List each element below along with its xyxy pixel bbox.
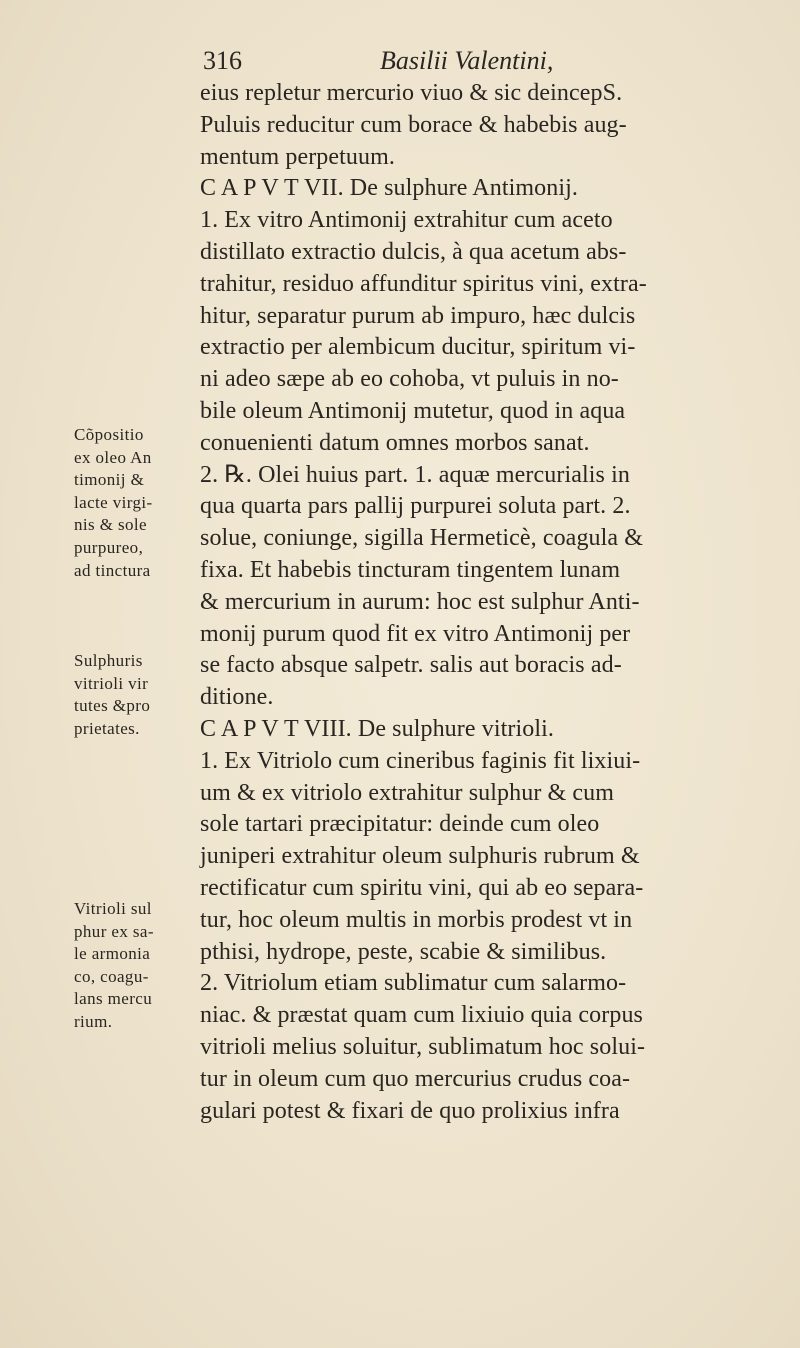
text-line: conuenienti datum omnes morbos sanat. [200,429,590,456]
text-line: sole tartari præcipitatur: deinde cum oleo [200,811,600,838]
text-line: eius repletur mercurio viuo & sic deincepS. [200,80,623,106]
marginal-note-line: vitrioli vir [74,673,149,693]
marginal-note-line: purpureo, [74,537,144,557]
text-line: um & ex vitriolo extrahitur sulphur & cum [200,779,615,806]
main-text-block [200,78,760,1127]
text-line: ni adeo sæpe ab eo cohoba, vt puluis in no- [200,366,619,393]
marginal-note-line: ex oleo An [74,447,152,467]
marginal-note-line: le armonia [74,944,151,964]
text-line: pthisi, hydrope, peste, scabie & similibus. [200,938,607,965]
text-line: Puluis reducitur cum borace & habebis aug- [200,111,627,138]
text-line: monij purum quod fit ex vitro Antimonij per [200,620,631,647]
text-line: bile oleum Antimonij mutetur, quod in aqua [200,397,626,424]
text-line: se facto absque salpetr. salis aut boracis ad- [200,652,622,679]
text-line: & mercurium in aurum: hoc est sulphur Anti- [200,588,640,615]
text-line: qua quarta pars pallij purpurei soluta part. 2. [200,493,631,520]
text-line: distillato extractio dulcis, à qua acetum abs- [200,238,627,265]
text-line: juniperi extrahitur oleum sulphuris rubrum & [200,843,640,870]
text-line: vitrioli melius soluitur, sublimatum hoc solui- [200,1033,646,1060]
text-line: gulari potest & fixari de quo prolixius infra [200,1097,620,1124]
marginal-note-line: timonij & [74,470,145,490]
text-line: 1. Ex vitro Antimonij extrahitur cum aceto [200,207,613,234]
text-line: C A P V T VIII. De sulphure vitrioli. [200,715,554,742]
marginal-note-line: tutes &pro [74,696,151,716]
text-line: 2. Vitriolum etiam sublimatur cum salarmo- [200,970,627,997]
marginal-note-line: nis & sole [74,515,147,535]
marginal-note-line: rium. [74,1011,113,1031]
marginal-note-line: co, coagu- [74,966,149,986]
page-number: 316 [203,46,242,75]
marginal-note [74,898,199,1034]
marginal-note-line: Sulphuris [74,651,143,670]
text-line: tur in oleum cum quo mercurius crudus coa- [200,1065,631,1092]
marginal-note [74,424,199,582]
marginal-note-line: Vitrioli sul [74,899,152,918]
text-line: hitur, separatur purum ab impuro, hæc dulcis [200,302,636,329]
text-line: ditione. [200,684,274,711]
text-line: trahitur, residuo affunditur spiritus vini, extra- [200,270,647,297]
text-line: fixa. Et habebis tincturam tingentem lunam [200,556,621,583]
marginal-note-line: lans mercu [74,989,153,1009]
text-line: mentum perpetuum. [200,143,395,170]
marginal-note-line: prietates. [74,718,140,738]
text-line: C A P V T VII. De sulphure Antimonij. [200,175,578,202]
text-line: tur, hoc oleum multis in morbis prodest vt in [200,906,633,933]
text-line: extractio per alembicum ducitur, spiritum vi- [200,334,636,361]
marginal-note-line: ad tinctura [74,560,151,580]
text-line: 2. ℞. Olei huius part. 1. aquæ mercurialis in [200,461,630,488]
text-line: rectificatur cum spiritu vini, qui ab eo separa- [200,874,644,901]
text-line: niac. & præstat quam cum lixiuio quia corpus [200,1002,643,1029]
marginal-note-line: lacte virgi- [74,492,153,512]
running-head: Basilii Valentini, [380,46,554,75]
marginal-note-line: Cõpositio [74,425,144,444]
marginal-note [74,650,199,740]
text-line: solue, coniunge, sigilla Hermeticè, coagula & [200,525,644,552]
text-line: 1. Ex Vitriolo cum cineribus faginis fit lixiui- [200,747,641,774]
marginal-note-line: phur ex sa- [74,921,154,941]
